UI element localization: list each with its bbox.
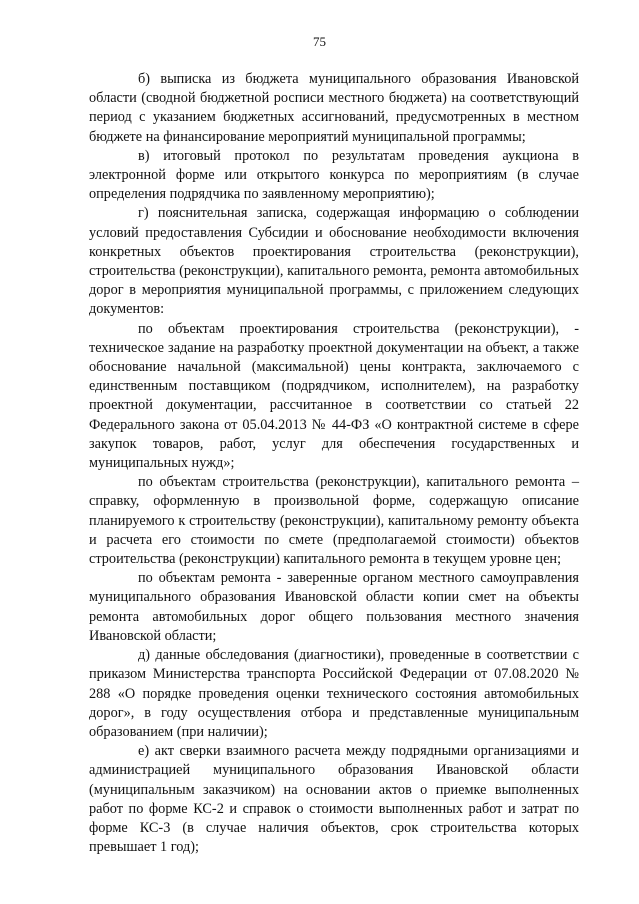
paragraph-construction-objects: по объектам строительства (реконструкции), капитального ремонта – справку, оформленную в произвольной форме, содержащую описание планируемого к строительству (реконструкции), капитальному ремонту объекта и расчета его стоимости по смете (предполагаемой стоимости) объектов строительства (реконструкции) капитального ремонта в текущем уровне цен; xyxy=(89,474,579,568)
page-number: 75 xyxy=(313,34,326,49)
paragraph-v-auction-protocol: в) итоговый протокол по результатам проведения аукциона в электронной форме или открытого конкурса по мероприятиям (в случае определения подрядчика по заявленному мероприятию); xyxy=(89,147,579,203)
paragraph-d-survey-data: д) данные обследования (диагностики), проведенные в соответствии с приказом Министерства транспорта Российской Федерации от 07.08.2020 № 288 «О порядке проведения оценки технического состояния автомобильных дорог», в году осуществления отбора и представленные муниципальным образованием (при наличии); xyxy=(89,647,579,740)
document-body xyxy=(89,70,579,857)
paragraph-repair-objects: по объектам ремонта - заверенные органом местного самоуправления муниципального образования Ивановской области копии смет на объекты ремонта автомобильных дорог общего пользования местного значения Ивановской области; xyxy=(89,570,579,644)
paragraph-g-explanatory-note: г) пояснительная записка, содержащая информацию о соблюдении условий предоставления Субсидии и обоснование необходимости включения конкретных объектов проектирования строительства (реконструкции), строительства (реконструкции), капитального ремонта, ремонта автомобильных дорог в мероприятия муниципальной программы, с приложением следующих документов: xyxy=(89,205,579,318)
paragraph-b-budget-extract: б) выписка из бюджета муниципального образования Ивановской области (сводной бюджетной росписи местного бюджета) на соответствующий период с указанием бюджетных ассигнований, предусмотренных в местном бюджете на финансирование мероприятий муниципальной программы; xyxy=(89,71,579,145)
paragraph-design-objects: по объектам проектирования строительства (реконструкции), - техническое задание на разработку проектной документации на объект, а также обоснование начальной (максимальной) цены контракта, заключаемого с единственным поставщиком (подрядчиком, исполнителем), на разработку проектной документации, рассчитанное в соответствии со статьей 22 Федерального закона от 05.04.2013 № 44-ФЗ «О контрактной системе в сфере закупок товаров, работ, услуг для обеспечения государственных и муниципальных нужд»; xyxy=(89,320,579,472)
paragraph-e-reconciliation-act: е) акт сверки взаимного расчета между подрядными организациями и администрацией муниципального образования Ивановской области (муниципальным заказчиком) на основании актов о приемке выполненных работ по форме КС-2 и справок о стоимости выполненных работ и затрат по форме КС-3 (в случае наличия объектов, срок строительства которых превышает 1 год); xyxy=(89,743,579,856)
